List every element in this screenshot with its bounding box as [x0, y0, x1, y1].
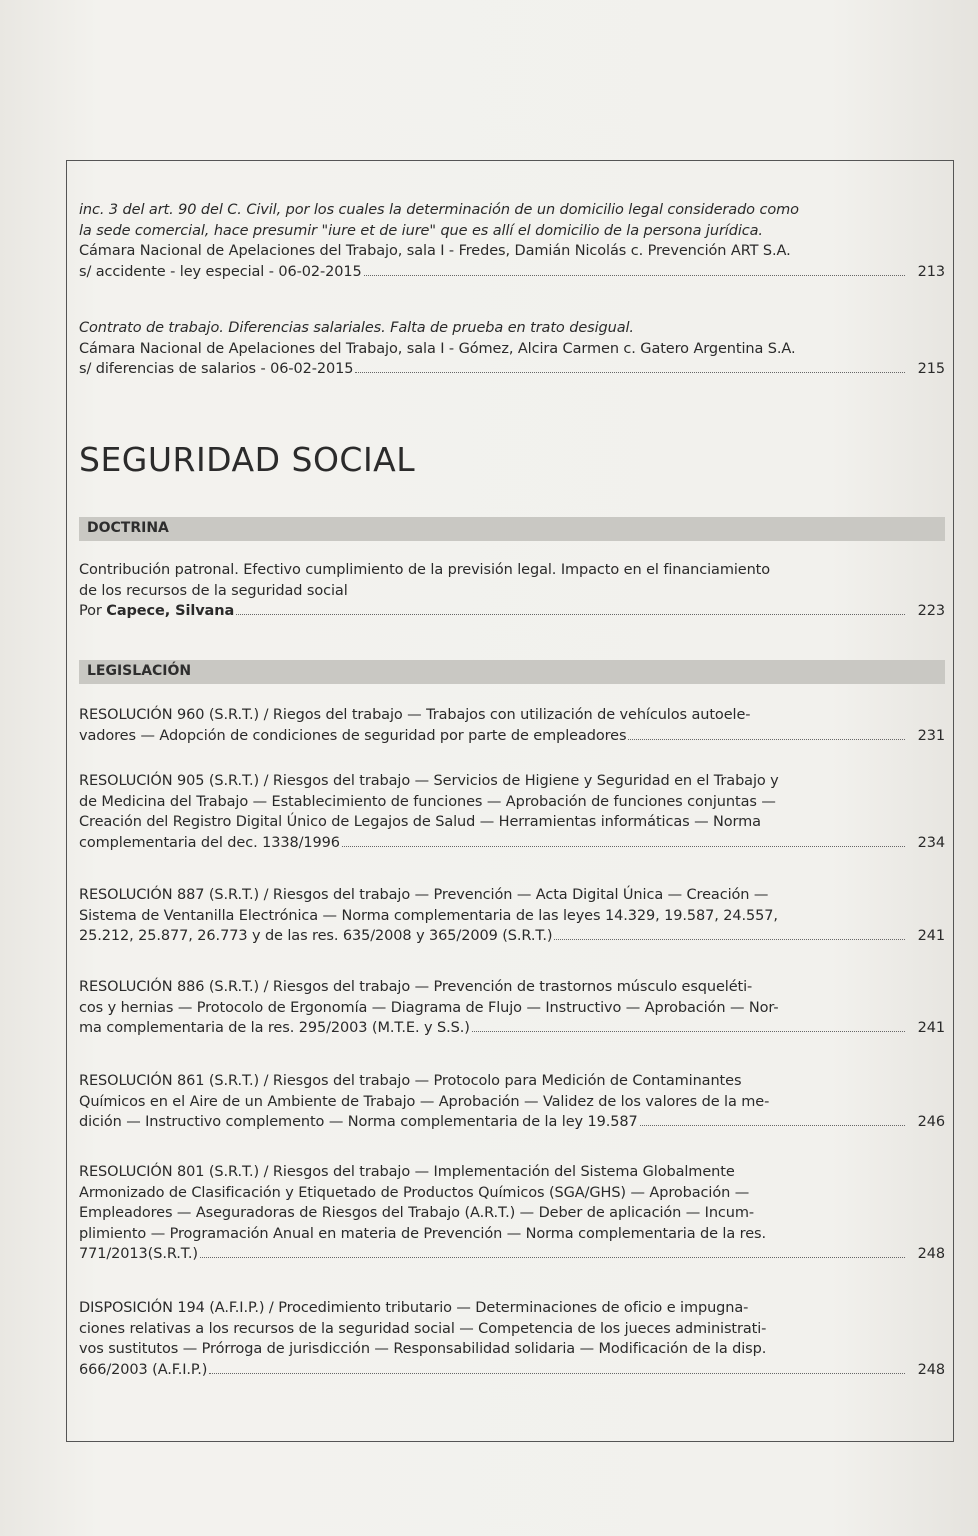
entry-case-text: s/ diferencias de salarios - 06-02-2015	[79, 361, 354, 377]
entry-last-line	[79, 1244, 945, 1265]
entry-last-line	[79, 726, 945, 747]
entry-last-line	[79, 1018, 945, 1039]
entry-last-line	[79, 262, 945, 283]
leader-dots	[342, 845, 905, 847]
legislacion-entry[interactable]	[79, 977, 945, 1039]
entry-line: RESOLUCIÓN 960 (S.R.T.) / Riegos del trabajo — Trabajos con utilización de vehículos autoele-	[79, 707, 751, 723]
page-number: 234	[917, 834, 945, 851]
legislacion-heading-band	[79, 660, 945, 684]
author-prefix: Por	[79, 603, 107, 619]
page-number: 231	[917, 727, 945, 744]
entry-text: vadores — Adopción de condiciones de seguridad por parte de empleadores	[79, 727, 627, 744]
entry-title-line: de los recursos de la seguridad social	[79, 582, 348, 599]
entry-text: 771/2013(S.R.T.)	[79, 1246, 198, 1262]
doctrina-heading-band	[79, 517, 945, 541]
entry-text: ma complementaria de la res. 295/2003 (M.T.E. y S.S.)	[79, 1020, 470, 1036]
entry-summary-line: Contrato de trabajo. Diferencias salariales. Falta de prueba en trato desigual.	[79, 320, 634, 336]
entry-summary-line: la sede comercial, hace presumir "iure et de iure" que es allí el domicilio de la persona jurídica.	[79, 222, 763, 239]
entry-line: Químicos en el Aire de un Ambiente de Trabajo — Aprobación — Validez de los valores de la me-	[79, 1093, 770, 1110]
legislacion-entry[interactable]	[79, 771, 945, 853]
entry-case-text: s/ accidente - ley especial - 06-02-2015	[79, 263, 362, 280]
page-number: 248	[917, 1361, 945, 1378]
entry-text: dición — Instructivo complemento — Norma complementaria de la ley 19.587	[79, 1114, 638, 1130]
author-line	[79, 601, 234, 622]
entry-line: RESOLUCIÓN 905 (S.R.T.) / Riesgos del trabajo — Servicios de Higiene y Seguridad en el Trabajo y	[79, 773, 779, 789]
page-number: 215	[917, 361, 945, 377]
entry-text: 25.212, 25.877, 26.773 y de las res. 635/2008 y 365/2009 (S.R.T.)	[79, 928, 553, 944]
legislacion-heading: LEGISLACIÓN	[87, 663, 192, 679]
entry-author-line	[79, 601, 945, 622]
entry-line: ciones relativas a los recursos de la seguridad social — Competencia de los jueces administrati-	[79, 1320, 767, 1337]
entry-line: Armonizado de Clasificación y Etiquetado de Productos Químicos (SGA/GHS) — Aprobación —	[79, 1184, 750, 1201]
leader-dots	[200, 1256, 905, 1258]
entry-line: Empleadores — Aseguradoras de Riesgos del Trabajo (A.R.T.) — Deber de aplicación — Incum-	[79, 1205, 755, 1221]
doctrina-heading: DOCTRINA	[87, 520, 169, 536]
leader-dots	[209, 1372, 905, 1374]
leader-dots	[355, 371, 905, 373]
entry-line: cos y hernias — Protocolo de Ergonomía — Diagrama de Flujo — Instructivo — Aprobación — Nor-	[79, 999, 779, 1016]
page-number: 213	[917, 263, 945, 280]
entry-line: RESOLUCIÓN 886 (S.R.T.) / Riesgos del trabajo — Prevención de trastornos músculo esqueléti-	[79, 979, 753, 995]
leader-dots	[628, 738, 905, 740]
leader-dots	[236, 613, 905, 615]
entry-summary-line: inc. 3 del art. 90 del C. Civil, por los cuales la determinación de un domicilio legal considerado como	[79, 202, 799, 218]
index-entry[interactable]	[79, 318, 945, 380]
entry-text: 666/2003 (A.F.I.P.)	[79, 1361, 208, 1378]
entry-last-line	[79, 1360, 945, 1381]
leader-dots	[640, 1124, 905, 1126]
entry-title-line: Contribución patronal. Efectivo cumplimiento de la previsión legal. Impacto en el financiamiento	[79, 562, 771, 578]
legislacion-entry[interactable]	[79, 1162, 945, 1265]
entry-court-line: Cámara Nacional de Apelaciones del Trabajo, sala I - Gómez, Alcira Carmen c. Gatero Argentina S.A.	[79, 340, 796, 357]
page-number: 223	[917, 603, 945, 619]
entry-text: complementaria del dec. 1338/1996	[79, 834, 340, 851]
page-number: 241	[917, 1020, 945, 1036]
entry-line: RESOLUCIÓN 887 (S.R.T.) / Riesgos del trabajo — Prevención — Acta Digital Única — Creación —	[79, 887, 769, 903]
legislacion-entry[interactable]	[79, 1298, 945, 1380]
index-entry[interactable]	[79, 200, 945, 282]
legislacion-entry[interactable]	[79, 885, 945, 947]
legislacion-entry[interactable]	[79, 1071, 945, 1133]
entry-last-line	[79, 833, 945, 854]
entry-line: vos sustitutos — Prórroga de jurisdicción — Responsabilidad solidaria — Modificación de la disp.	[79, 1341, 767, 1357]
author-name: Capece, Silvana	[106, 603, 235, 619]
entry-line: RESOLUCIÓN 861 (S.R.T.) / Riesgos del trabajo — Protocolo para Medición de Contaminantes	[79, 1073, 742, 1089]
entry-last-line	[79, 359, 945, 380]
doctrina-entry[interactable]	[79, 560, 945, 622]
page-number: 246	[917, 1114, 945, 1130]
leader-dots	[364, 274, 905, 276]
entry-line: Sistema de Ventanilla Electrónica — Norma complementaria de las leyes 14.329, 19.587, 24.557,	[79, 907, 778, 924]
leader-dots	[554, 938, 905, 940]
entry-line: de Medicina del Trabajo — Establecimiento de funciones — Aprobación de funciones conjuntas —	[79, 793, 776, 810]
entry-last-line	[79, 926, 945, 947]
entry-line: plimiento — Programación Anual en materia de Prevención — Norma complementaria de la res.	[79, 1225, 766, 1242]
page-number: 248	[917, 1246, 945, 1262]
entry-line: DISPOSICIÓN 194 (A.F.I.P.) / Procedimiento tributario — Determinaciones de oficio e impugna-	[79, 1300, 749, 1316]
entry-line: RESOLUCIÓN 801 (S.R.T.) / Riesgos del trabajo — Implementación del Sistema Globalmente	[79, 1164, 735, 1180]
leader-dots	[472, 1030, 905, 1032]
entry-line: Creación del Registro Digital Único de Legajos de Salud — Herramientas informáticas — Norma	[79, 814, 761, 830]
entry-last-line	[79, 1112, 945, 1133]
section-title: SEGURIDAD SOCIAL	[79, 440, 416, 479]
entry-court-line: Cámara Nacional de Apelaciones del Trabajo, sala I - Fredes, Damián Nicolás c. Prevención ART S.A.	[79, 243, 791, 259]
legislacion-entry[interactable]	[79, 705, 945, 746]
page-number: 241	[917, 928, 945, 944]
